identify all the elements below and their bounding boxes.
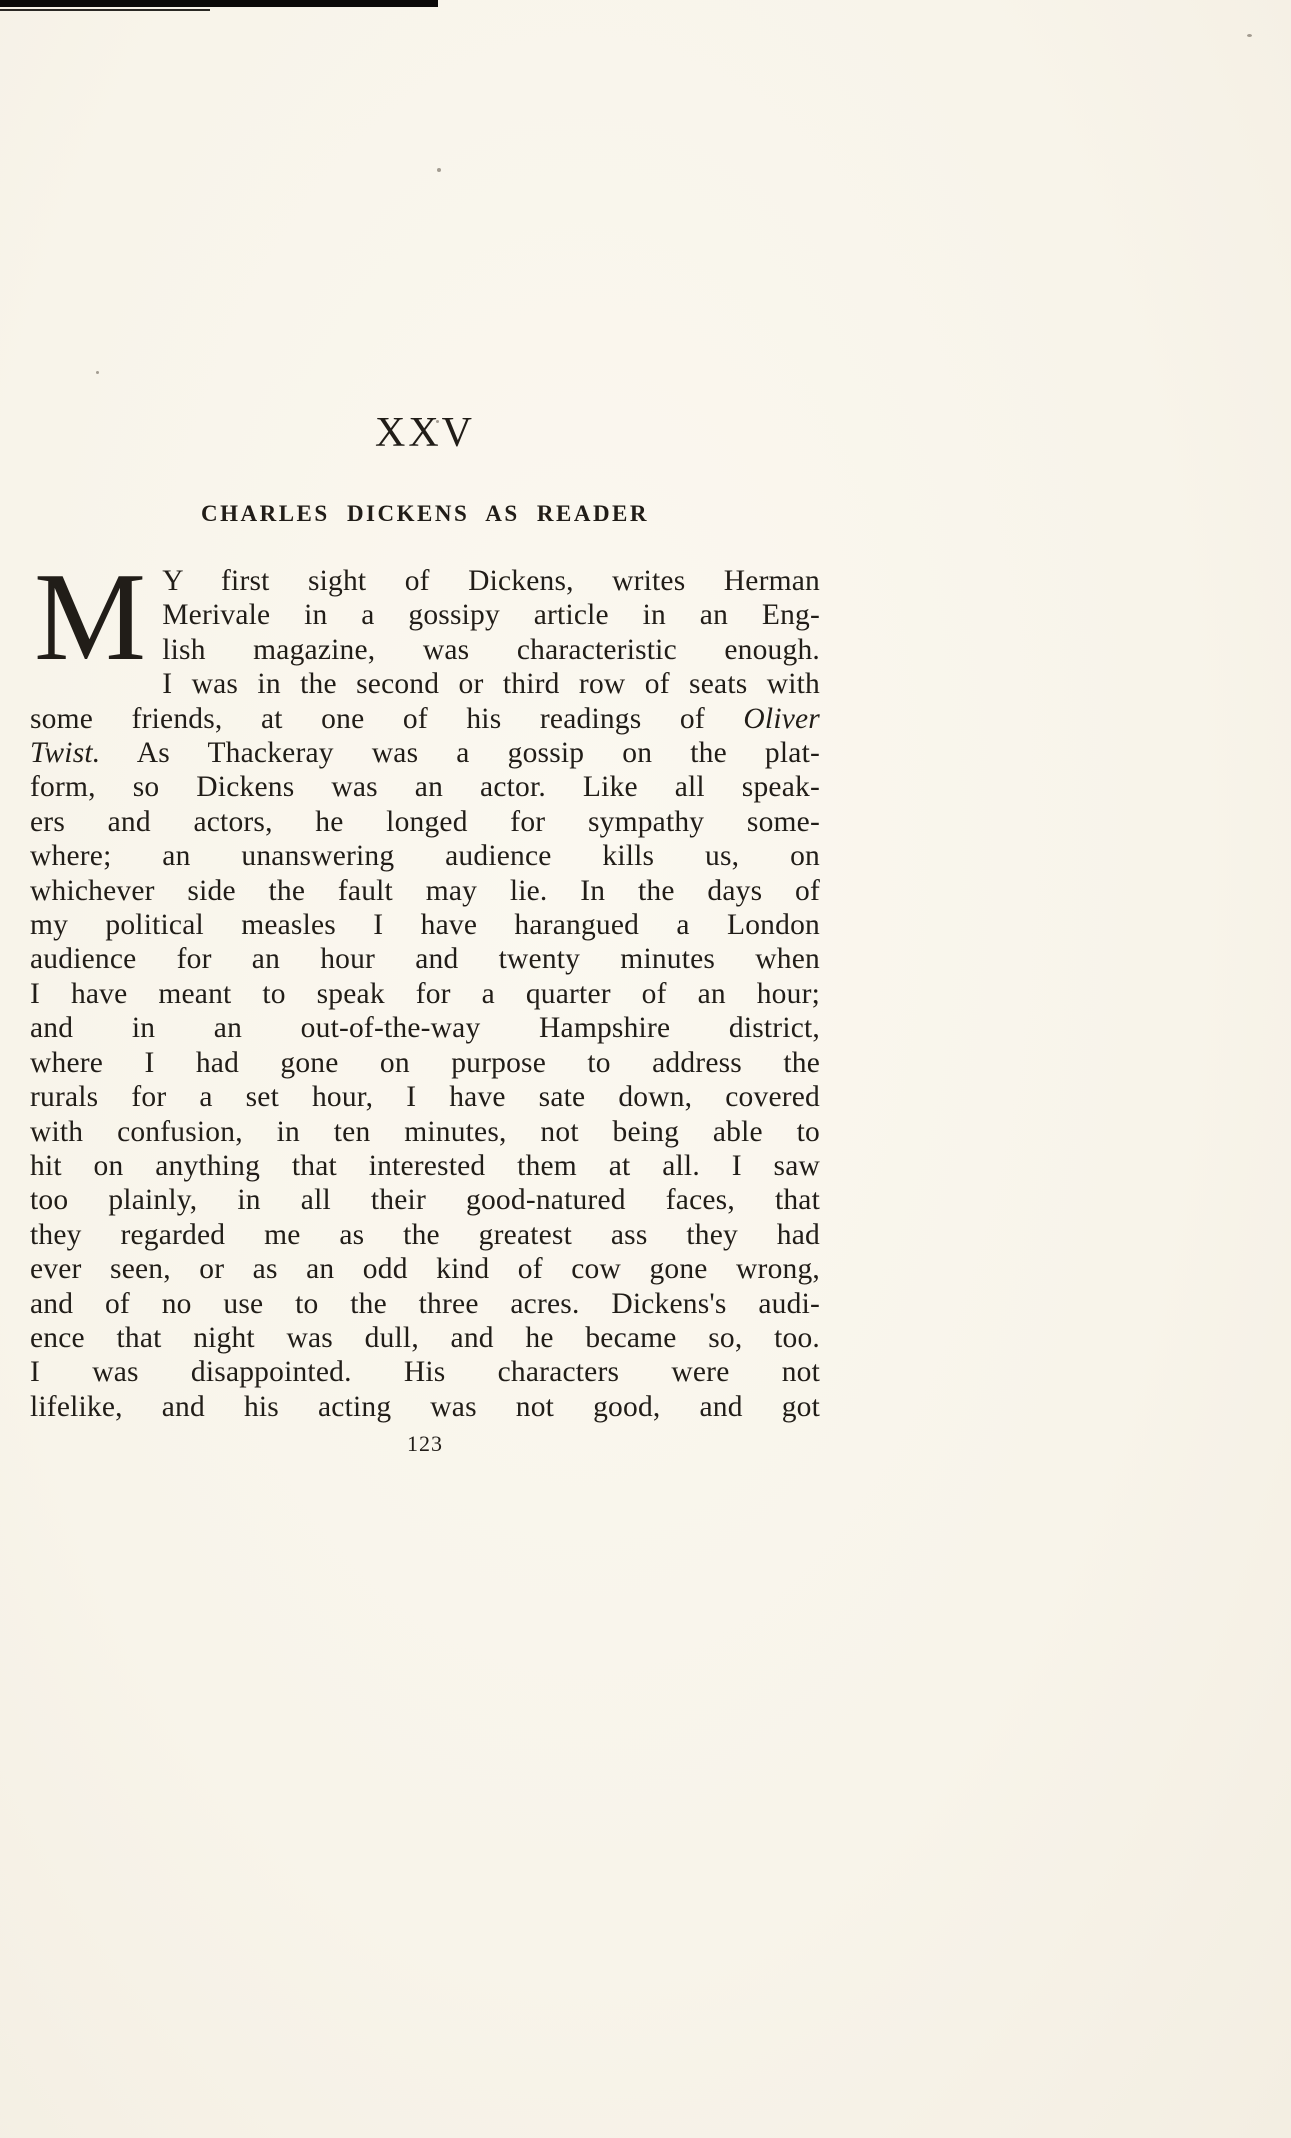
text-line: rurals for a set hour, I have sate down, covered — [30, 1081, 820, 1114]
chapter-title: CHARLES DICKENS AS READER — [201, 501, 649, 526]
text-line: and of no use to the three acres. Dickens's audi- — [30, 1287, 820, 1320]
text-line: they regarded me as the greatest ass they had — [30, 1218, 820, 1251]
text-line: I was disappointed. His characters were not — [30, 1356, 820, 1389]
text-line: Twist. As Thackeray was a gossip on the plat- — [30, 737, 820, 770]
page-number: 123 — [407, 1431, 443, 1457]
text-line: audience for an hour and twenty minutes when — [30, 943, 820, 976]
text-line: and in an out-of-the-way Hampshire district, — [30, 1012, 820, 1045]
italic-text: Oliver — [743, 702, 820, 735]
text-line: my political measles I have harangued a London — [30, 909, 820, 942]
chapter-number: XXV — [375, 410, 475, 456]
scan-artifact-line — [0, 0, 438, 7]
text-line: lish magazine, was characteristic enough. — [162, 633, 820, 666]
text-line: form, so Dickens was an actor. Like all speak- — [30, 771, 820, 804]
drop-cap: M — [34, 548, 147, 687]
italic-text: Twist. — [30, 737, 101, 770]
scan-speck — [1247, 34, 1252, 37]
text-line: ers and actors, he longed for sympathy some- — [30, 805, 820, 838]
scan-speck — [96, 371, 99, 374]
scan-artifact-line-thin — [0, 9, 210, 11]
text-line: whichever side the fault may lie. In the days of — [30, 874, 820, 907]
page-content — [30, 410, 820, 1457]
text-line: ever seen, or as an odd kind of cow gone wrong, — [30, 1253, 820, 1286]
text-line: Merivale in a gossipy article in an Eng- — [162, 599, 820, 632]
text-line: some friends, at one of his readings of Oliver — [30, 702, 820, 735]
scan-speck — [437, 168, 441, 172]
text-line: too plainly, in all their good-natured faces, that — [30, 1184, 820, 1217]
text-line: where; an unanswering audience kills us, on — [30, 840, 820, 873]
text-line: ence that night was dull, and he became so, too. — [30, 1321, 820, 1354]
text-line: where I had gone on purpose to address the — [30, 1046, 820, 1079]
text-line: with confusion, in ten minutes, not being able to — [30, 1115, 820, 1148]
text-line: lifelike, and his acting was not good, and got — [30, 1390, 820, 1423]
text-line: Y first sight of Dickens, writes Herman — [162, 565, 820, 597]
text-line: I have meant to speak for a quarter of an hour; — [30, 977, 820, 1010]
body-paragraph — [30, 548, 820, 1424]
text-line: I was in the second or third row of seats with — [162, 668, 820, 701]
text-line: hit on anything that interested them at all. I saw — [30, 1149, 820, 1182]
